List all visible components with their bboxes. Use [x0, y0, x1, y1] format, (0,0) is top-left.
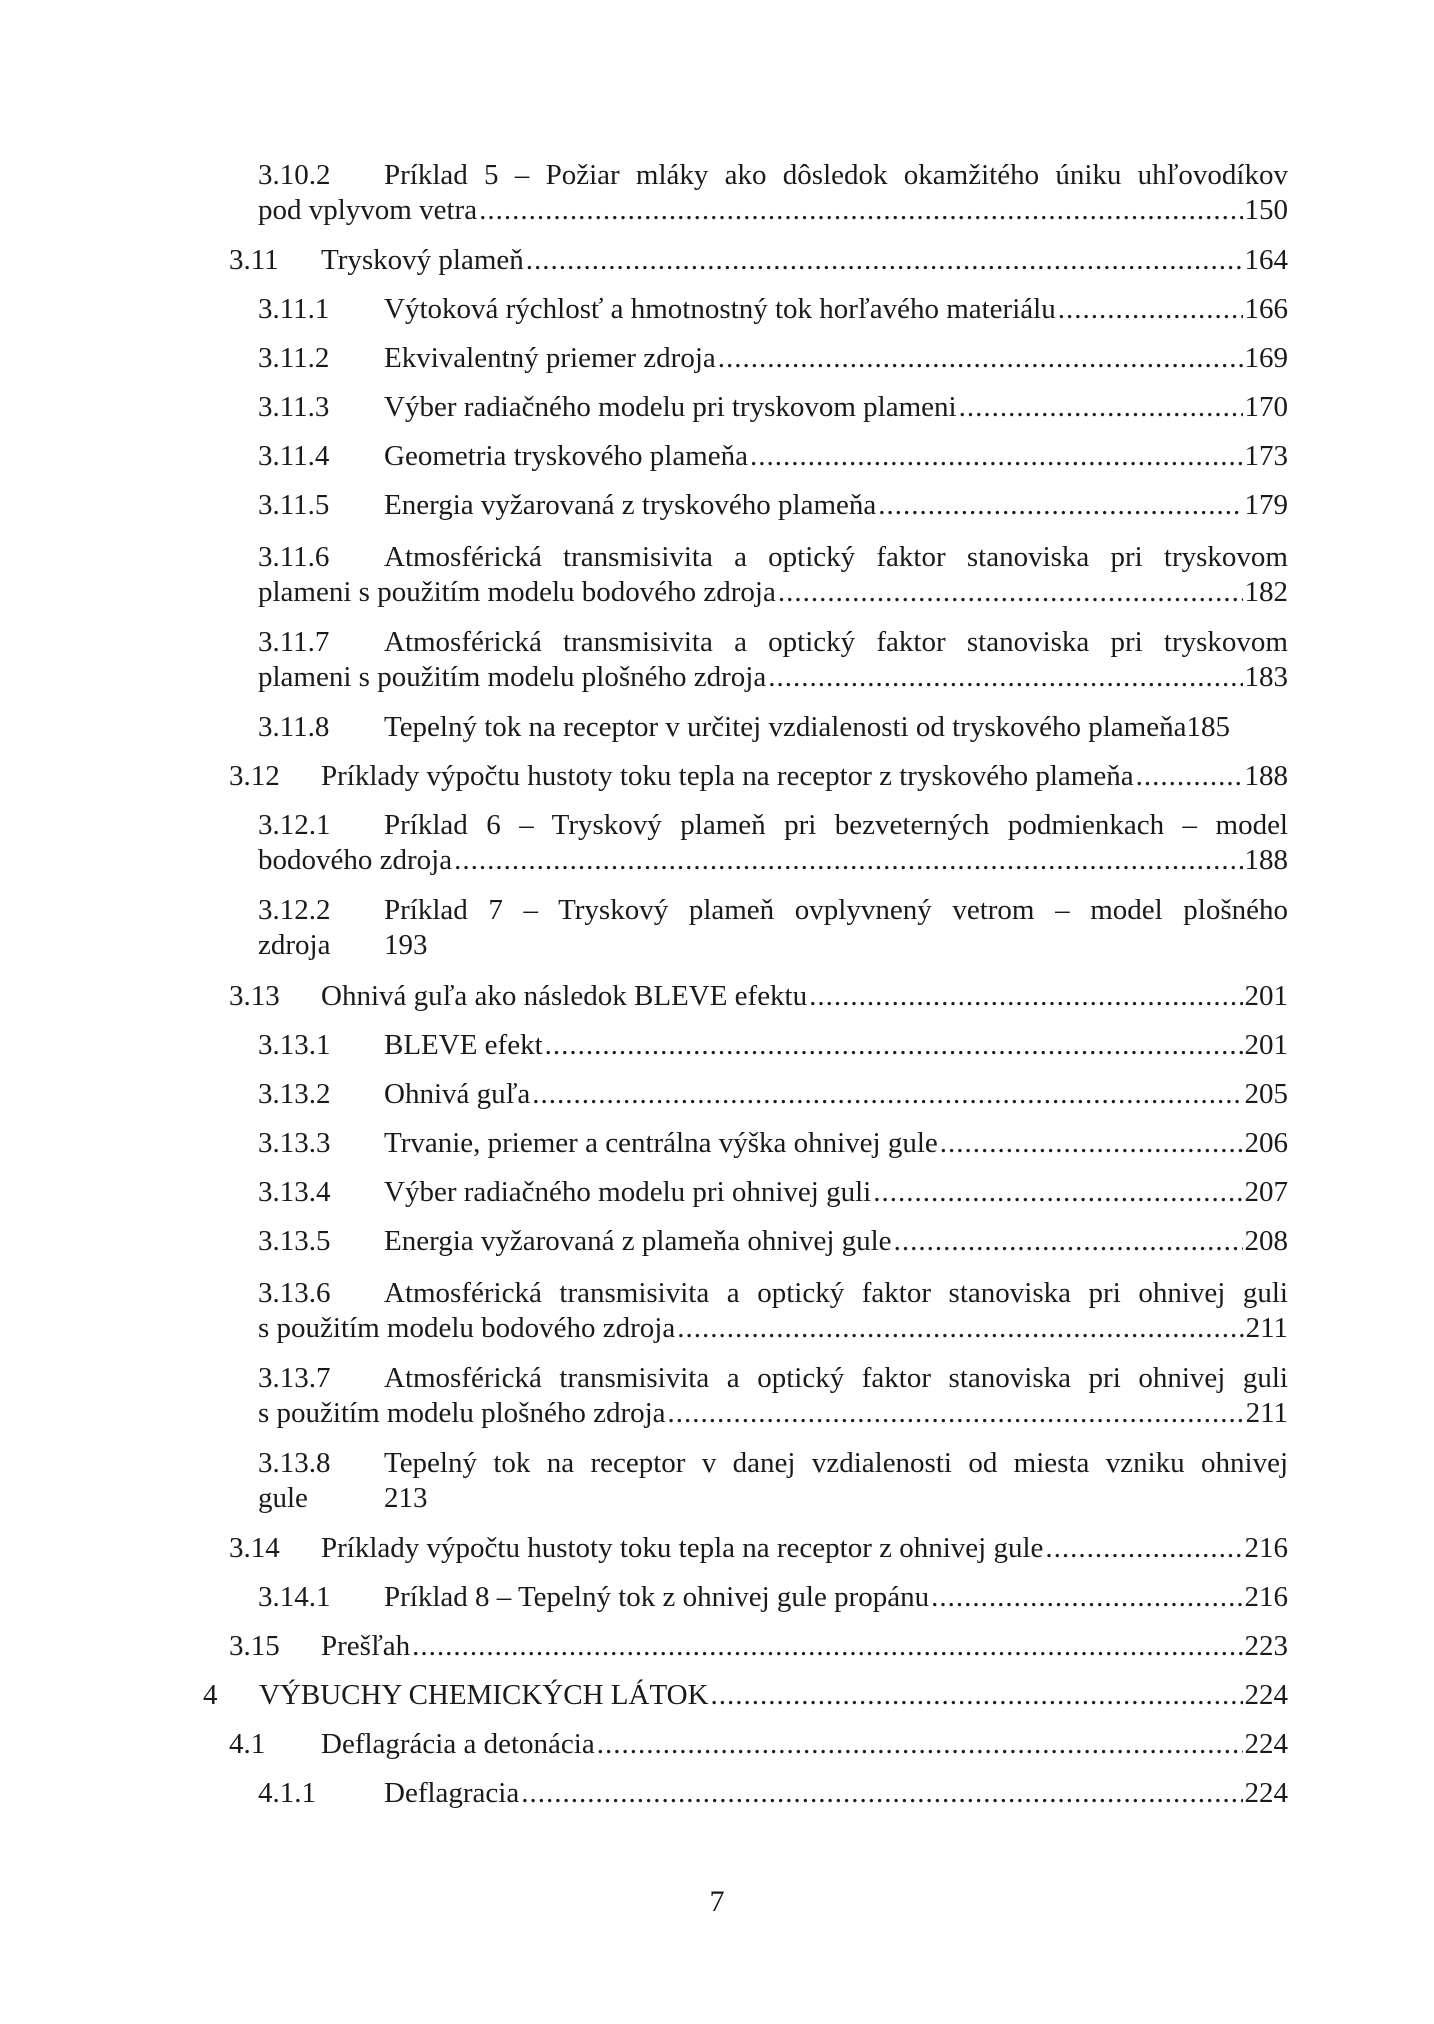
toc-page-number: 169	[1244, 342, 1288, 374]
toc-entry-number: 3.13.7	[258, 1362, 331, 1394]
toc-page-number: 173	[1244, 440, 1288, 472]
toc-page-number: 185	[1186, 711, 1230, 743]
toc-entry-title: Geometria tryskového plameňa	[384, 440, 748, 472]
toc-page-number: 216	[1244, 1581, 1288, 1613]
toc-entry-title-cont: plameni s použitím modelu plošného zdroja	[258, 661, 767, 693]
toc-entry-number: 4.1.1	[258, 1777, 316, 1809]
toc-entry-title: Príklad 5 – Požiar mláky ako dôsledok okamžitého úniku uhľovodíkov	[384, 159, 1288, 191]
toc-entry-title: Prešľah	[321, 1630, 411, 1662]
toc-entry-number: 3.13.6	[258, 1277, 331, 1309]
leader-dots	[1058, 292, 1243, 327]
toc-page-number: 216	[1244, 1532, 1288, 1564]
toc-entry-title-cont: bodového zdroja	[258, 844, 453, 876]
toc-entry-3-11-1[interactable]	[258, 292, 1288, 327]
toc-page-number: 207	[1244, 1176, 1288, 1208]
leader-dots	[768, 660, 1242, 695]
toc-entry-title: BLEVE efekt	[384, 1029, 543, 1061]
toc-entry-title: Príklad 8 – Tepelný tok z ohnivej gule propánu	[384, 1581, 930, 1613]
leader-dots	[931, 1580, 1242, 1615]
toc-page-number: 166	[1244, 293, 1288, 325]
leader-dots	[532, 1077, 1242, 1112]
toc-entry-3-11[interactable]	[229, 243, 1288, 278]
leader-dots	[873, 1175, 1242, 1210]
toc-page-number: 179	[1244, 489, 1288, 521]
toc-entry-3-13-2[interactable]	[258, 1077, 1288, 1112]
page-number: 7	[709, 1885, 725, 1918]
toc-page-number: 164	[1244, 244, 1288, 276]
toc-page-number: 193	[384, 929, 428, 961]
toc-entry-4-1-1[interactable]	[258, 1776, 1288, 1811]
leader-dots	[412, 1629, 1242, 1664]
toc-entry-title: Deflagrácia a detonácia	[321, 1728, 595, 1760]
leader-dots	[778, 575, 1243, 610]
toc-entry-number: 3.13	[229, 980, 280, 1012]
toc-page-number: 224	[1244, 1679, 1288, 1711]
toc-entry-3-13-8[interactable]	[258, 1446, 1288, 1516]
toc-entry-number: 3.13.1	[258, 1029, 331, 1061]
toc-entry-number: 3.12.2	[258, 894, 331, 926]
toc-entry-number: 3.11.3	[258, 391, 330, 423]
toc-entry-number: 3.14	[229, 1532, 280, 1564]
toc-entry-3-12[interactable]	[229, 759, 1288, 794]
toc-entry-3-13-5[interactable]	[258, 1224, 1288, 1259]
toc-entry-title: Trvanie, priemer a centrálna výška ohnivej gule	[384, 1127, 938, 1159]
toc-entry-title: Tryskový plameň	[321, 244, 524, 276]
leader-dots	[677, 1311, 1243, 1346]
toc-entry-title: Výber radiačného modelu pri tryskovom plameni	[384, 391, 957, 423]
leader-dots	[668, 1396, 1244, 1431]
toc-entry-number: 3.12.1	[258, 809, 331, 841]
toc-entry-3-12-2[interactable]	[258, 893, 1288, 963]
toc-entry-title: Ekvivalentný priemer zdroja	[384, 342, 716, 374]
leader-dots	[454, 843, 1242, 878]
toc-entry-number: 3.11	[229, 244, 279, 276]
toc-entry-number: 4.1	[229, 1728, 266, 1760]
toc-entry-number: 3.11.5	[258, 489, 330, 521]
toc-entry-3-13-7[interactable]	[258, 1361, 1288, 1431]
toc-page-number: 201	[1244, 980, 1288, 1012]
leader-dots	[597, 1727, 1243, 1762]
toc-entry-title-cont: plameni s použitím modelu bodového zdroja	[258, 576, 776, 608]
toc-entry-3-11-8[interactable]	[258, 710, 1288, 745]
toc-entry-3-15[interactable]	[229, 1629, 1288, 1664]
toc-entry-3-14-1[interactable]	[258, 1580, 1288, 1615]
toc-entry-number: 3.10.2	[258, 159, 331, 191]
toc-page-number: 183	[1244, 661, 1288, 693]
toc-page-number: 213	[384, 1482, 428, 1514]
leader-dots	[1045, 1531, 1242, 1566]
toc-page-number: 188	[1244, 844, 1288, 876]
toc-entry-title-cont: gule	[258, 1482, 308, 1514]
toc-entry-title: Tepelný tok na receptor v danej vzdialenosti od miesta vzniku ohnivej	[384, 1447, 1288, 1479]
toc-entry-3-11-6[interactable]	[258, 540, 1288, 610]
toc-entry-title: Atmosférická transmisivita a optický faktor stanoviska pri tryskovom	[384, 626, 1288, 658]
toc-entry-3-11-5[interactable]	[258, 488, 1288, 523]
toc-entry-number: 3.13.3	[258, 1127, 331, 1159]
toc-entry-number: 3.11.2	[258, 342, 330, 374]
toc-page-number: 201	[1244, 1029, 1288, 1061]
toc-entry-number: 3.13.2	[258, 1078, 331, 1110]
toc-entry-3-11-7[interactable]	[258, 625, 1288, 695]
leader-dots	[526, 243, 1243, 278]
toc-entry-3-13-3[interactable]	[258, 1126, 1288, 1161]
toc-entry-3-13[interactable]	[229, 979, 1288, 1014]
toc-page-number: 182	[1244, 576, 1288, 608]
leader-dots	[521, 1776, 1242, 1811]
toc-entry-number: 3.13.8	[258, 1447, 331, 1479]
toc-page-number: 211	[1245, 1312, 1288, 1344]
toc-entry-3-11-4[interactable]	[258, 439, 1288, 474]
toc-entry-title: Príklad 7 – Tryskový plameň ovplyvnený vetrom – model plošného	[384, 894, 1288, 926]
toc-entry-number: 3.14.1	[258, 1581, 331, 1613]
toc-entry-3-12-1[interactable]	[258, 808, 1288, 878]
toc-page-number: 170	[1244, 391, 1288, 423]
toc-entry-title: Výtoková rýchlosť a hmotnostný tok horľavého materiálu	[384, 293, 1056, 325]
toc-entry-number: 3.13.5	[258, 1225, 331, 1257]
toc-entry-3-11-2[interactable]	[258, 341, 1288, 376]
toc-page-number: 223	[1244, 1630, 1288, 1662]
toc-entry-3-10-2[interactable]	[258, 158, 1288, 228]
leader-dots	[750, 439, 1243, 474]
toc-entry-title: Energia vyžarovaná z plameňa ohnivej gule	[384, 1225, 892, 1257]
toc-page-number: 205	[1244, 1078, 1288, 1110]
toc-page-number: 224	[1244, 1777, 1288, 1809]
toc-entry-title-cont: s použitím modelu bodového zdroja	[258, 1312, 676, 1344]
toc-entry-4[interactable]	[203, 1678, 1288, 1713]
toc-entry-title: Príklady výpočtu hustoty toku tepla na receptor z ohnivej gule	[321, 1532, 1044, 1564]
toc-entry-title: Atmosférická transmisivita a optický faktor stanoviska pri tryskovom	[384, 541, 1288, 573]
toc-entry-title-cont: s použitím modelu plošného zdroja	[258, 1397, 666, 1429]
toc-entry-title: Príklad 6 – Tryskový plameň pri bezveterných podmienkach – model	[384, 809, 1288, 841]
toc-entry-title: Ohnivá guľa	[384, 1078, 531, 1110]
toc-entry-number: 4	[203, 1679, 218, 1711]
toc-entry-number: 3.13.4	[258, 1176, 331, 1208]
toc-page-number: 208	[1244, 1225, 1288, 1257]
toc-entry-3-14[interactable]	[229, 1531, 1288, 1566]
toc-page-number: 211	[1245, 1397, 1288, 1429]
leader-dots	[545, 1028, 1243, 1063]
leader-dots	[1136, 759, 1243, 794]
toc-entry-title-cont: zdroja	[258, 929, 331, 961]
leader-dots	[959, 390, 1243, 425]
toc-entry-3-13-4[interactable]	[258, 1175, 1288, 1210]
toc-entry-number: 3.11.8	[258, 711, 330, 743]
toc-page-number: 188	[1244, 760, 1288, 792]
leader-dots	[479, 193, 1242, 228]
toc-entry-title: Atmosférická transmisivita a optický faktor stanoviska pri ohnivej guli	[384, 1277, 1288, 1309]
toc-page-number: 206	[1244, 1127, 1288, 1159]
toc-entry-number: 3.12	[229, 760, 280, 792]
toc-entry-title-cont: pod vplyvom vetra	[258, 194, 478, 226]
toc-entry-number: 3.11.1	[258, 293, 330, 325]
toc-entry-title: Ohnivá guľa ako následok BLEVE efektu	[321, 980, 808, 1012]
toc-entry-number: 3.11.7	[258, 626, 330, 658]
leader-dots	[718, 341, 1243, 376]
toc-entry-4-1[interactable]	[229, 1727, 1288, 1762]
toc-entry-title: Tepelný tok na receptor v určitej vzdialenosti od tryskového plameňa	[384, 711, 1187, 743]
toc-entry-number: 3.11.6	[258, 541, 330, 573]
leader-dots	[809, 979, 1242, 1014]
toc-entry-3-13-6[interactable]	[258, 1276, 1288, 1346]
toc-entry-title: Výber radiačného modelu pri ohnivej guli	[384, 1176, 872, 1208]
leader-dots	[878, 488, 1242, 523]
leader-dots	[940, 1126, 1243, 1161]
toc-entry-title: VÝBUCHY CHEMICKÝCH LÁTOK	[259, 1679, 709, 1711]
toc-entry-3-11-3[interactable]	[258, 390, 1288, 425]
toc-entry-3-13-1[interactable]	[258, 1028, 1288, 1063]
toc-entry-number: 3.11.4	[258, 440, 330, 472]
toc-entry-title: Atmosférická transmisivita a optický faktor stanoviska pri ohnivej guli	[384, 1362, 1288, 1394]
leader-dots	[711, 1678, 1243, 1713]
leader-dots	[894, 1224, 1243, 1259]
toc-page-number: 150	[1244, 194, 1288, 226]
toc-entry-title: Príklady výpočtu hustoty toku tepla na receptor z tryskového plameňa	[321, 760, 1134, 792]
toc-page-number: 224	[1244, 1728, 1288, 1760]
toc-entry-title: Energia vyžarovaná z tryskového plameňa	[384, 489, 877, 521]
toc-entry-title: Deflagracia	[384, 1777, 520, 1809]
toc-entry-number: 3.15	[229, 1630, 280, 1662]
